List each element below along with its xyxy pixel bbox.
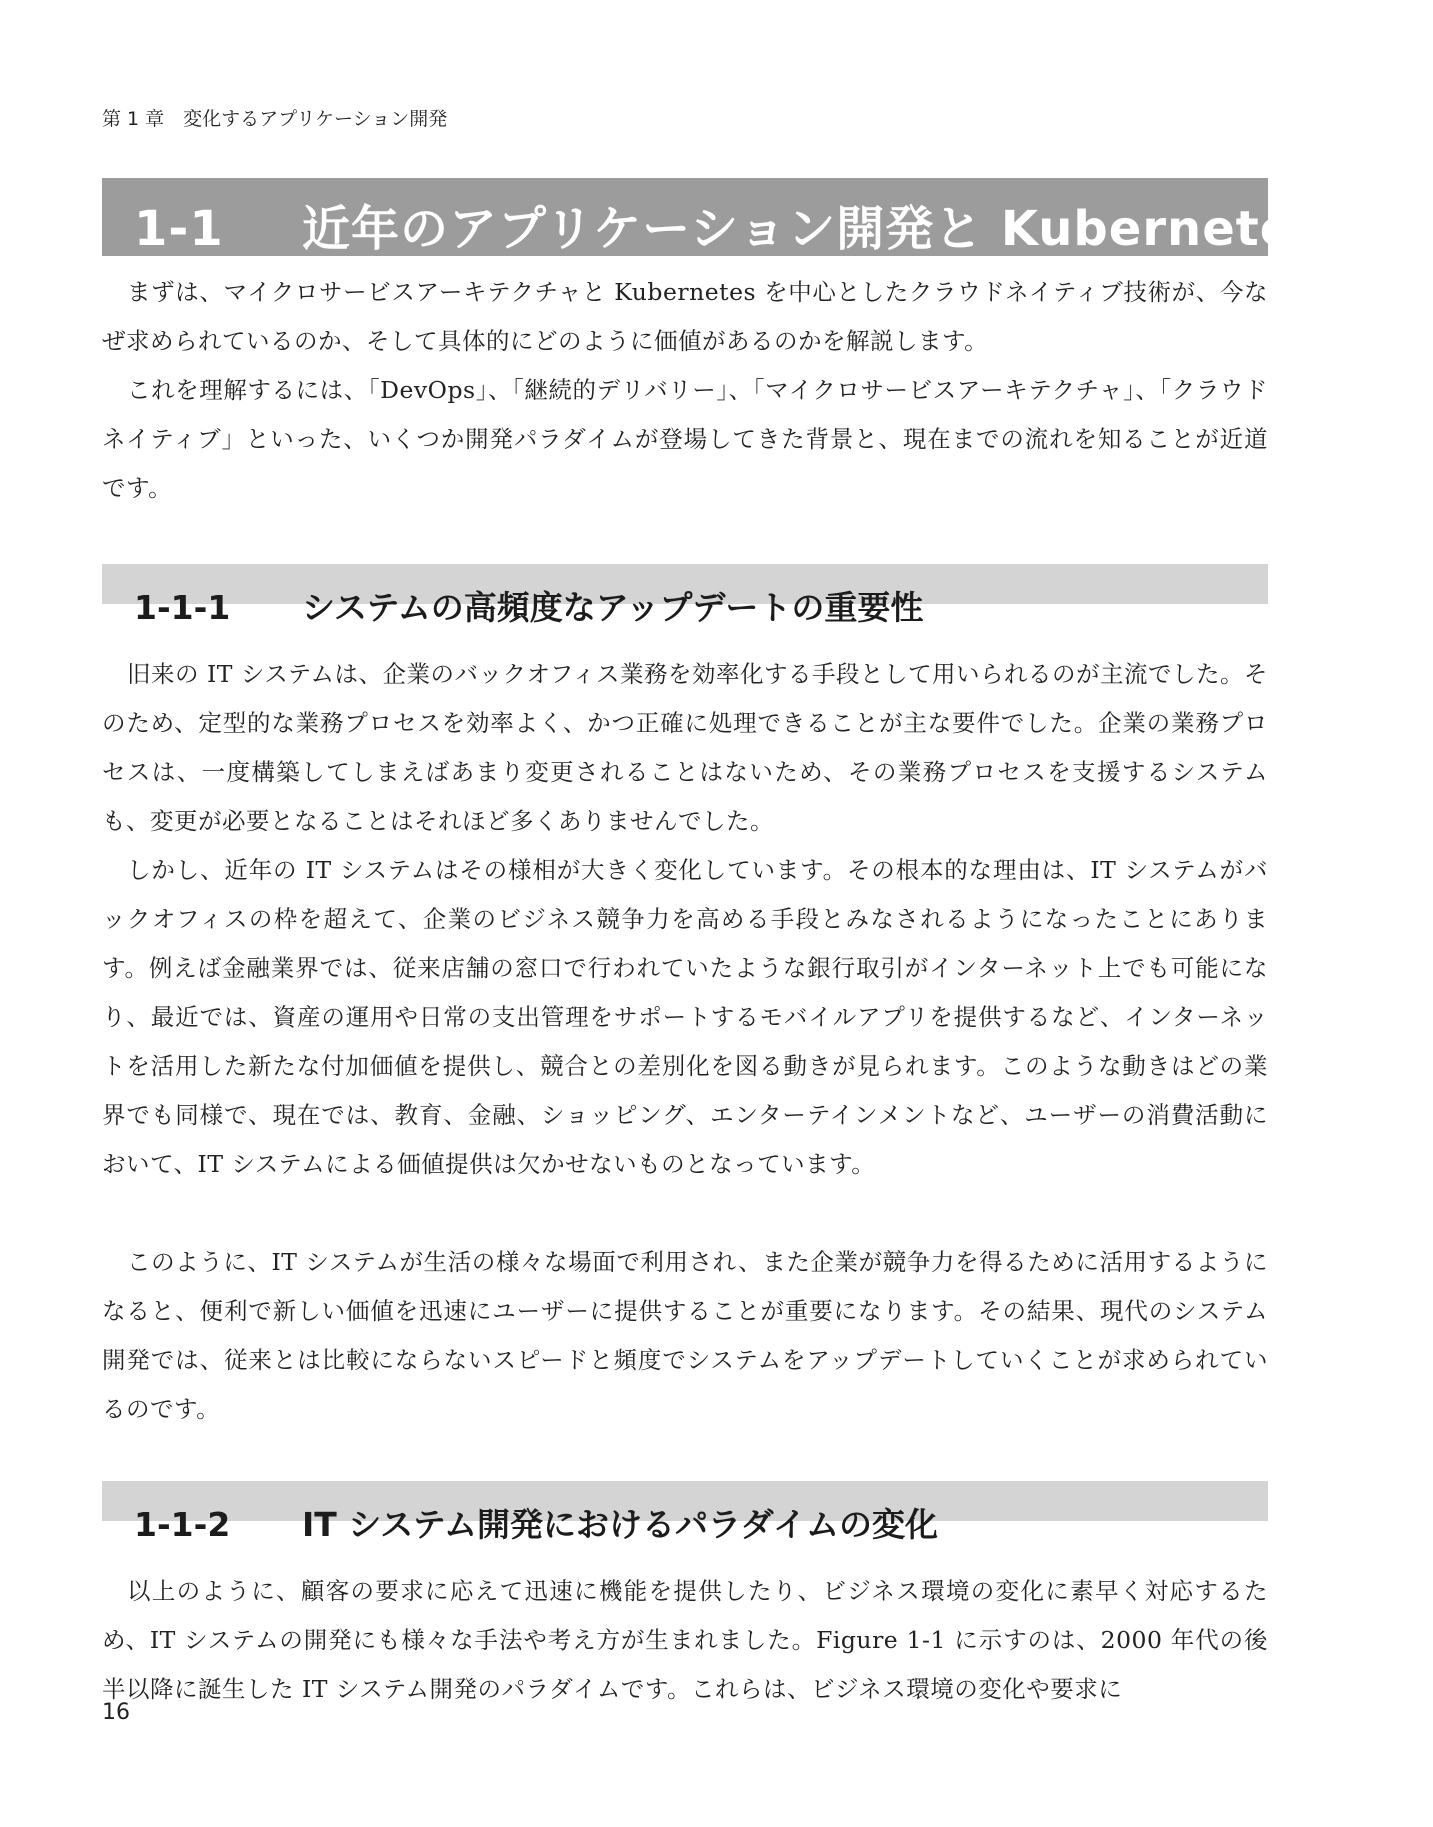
section-number: 1-1-1 [134,588,231,627]
running-header: 第 1 章 変化するアプリケーション開発 [102,108,448,130]
section-title: システムの高頻度なアップデートの重要性 [302,588,924,627]
section-heading [134,1499,938,1546]
section-heading [134,582,923,629]
intro-paragraph: まずは、マイクロサービスアーキテクチャと Kubernetes を中心としたクラウドネイティブ技術が、今なぜ求められているのか、そして具体的にどのように価値があるのかを解説します。 [102,278,1268,355]
intro-paragraph: これを理解するには、「DevOps」、「継続的デリバリー」、「マイクロサービスアーキテクチャ」、「クラウドネイティブ」といった、いくつか開発パラダイムが登場してきた背景と、現在までの流れを知ることが近道です。 [102,376,1268,502]
body-paragraph: このように、IT システムが生活の様々な場面で利用され、また企業が競争力を得るために活用するようになると、便利で新しい価値を迅速にユーザーに提供することが重要になります。その結果、現代のシステム開発では、従来とは比較にならないスピードと頻度でシステムをアップデートしていくことが求められているのです。 [102,1248,1268,1423]
section-title: IT システム開発におけるパラダイムの変化 [302,1505,938,1544]
body-paragraph: しかし、近年の IT システムはその様相が大きく変化しています。その根本的な理由は、IT システムがバックオフィスの枠を超えて、企業のビジネス競争力を高める手段とみなされるようになったことにあります。例えば金融業界では、従来店舗の窓口で行われていたような銀行取引がインターネット上でも可能になり、最近では、資産の運用や日常の支出管理をサポートするモバイルアプリを提供するなど、インターネットを活用した新たな付加価値を提供し、競合との差別化を図る動きが見られます。このような動きはどの業界でも同様で、現在では、教育、金融、ショッピング、エンターテインメントなど、ユーザーの消費活動において、IT システムによる価値提供は欠かせないものとなっています。 [102,856,1268,1178]
chapter-title: 近年のアプリケーション開発と Kubernetes [302,201,1323,257]
chapter-number: 1-1 [134,201,224,257]
page-number: 16 [102,1700,130,1725]
body-paragraph: 旧来の IT システムは、企業のバックオフィス業務を効率化する手段として用いられるのが主流でした。そのため、定型的な業務プロセスを効率よく、かつ正確に処理できることが主な要件でした。企業の業務プロセスは、一度構築してしまえばあまり変更されることはないため、その業務プロセスを支援するシステムも、変更が必要となることはそれほど多くありませんでした。 [102,660,1268,835]
section-number: 1-1-2 [134,1505,231,1544]
chapter-heading [134,190,1323,259]
body-paragraph: 以上のように、顧客の要求に応えて迅速に機能を提供したり、ビジネス環境の変化に素早く対応するため、IT システムの開発にも様々な手法や考え方が生まれました。Figure 1-1 に示すのは、2000 年代の後半以降に誕生した IT システム開発のパラダイムです。これらは、ビジネス環境の変化や要求に [102,1577,1268,1703]
